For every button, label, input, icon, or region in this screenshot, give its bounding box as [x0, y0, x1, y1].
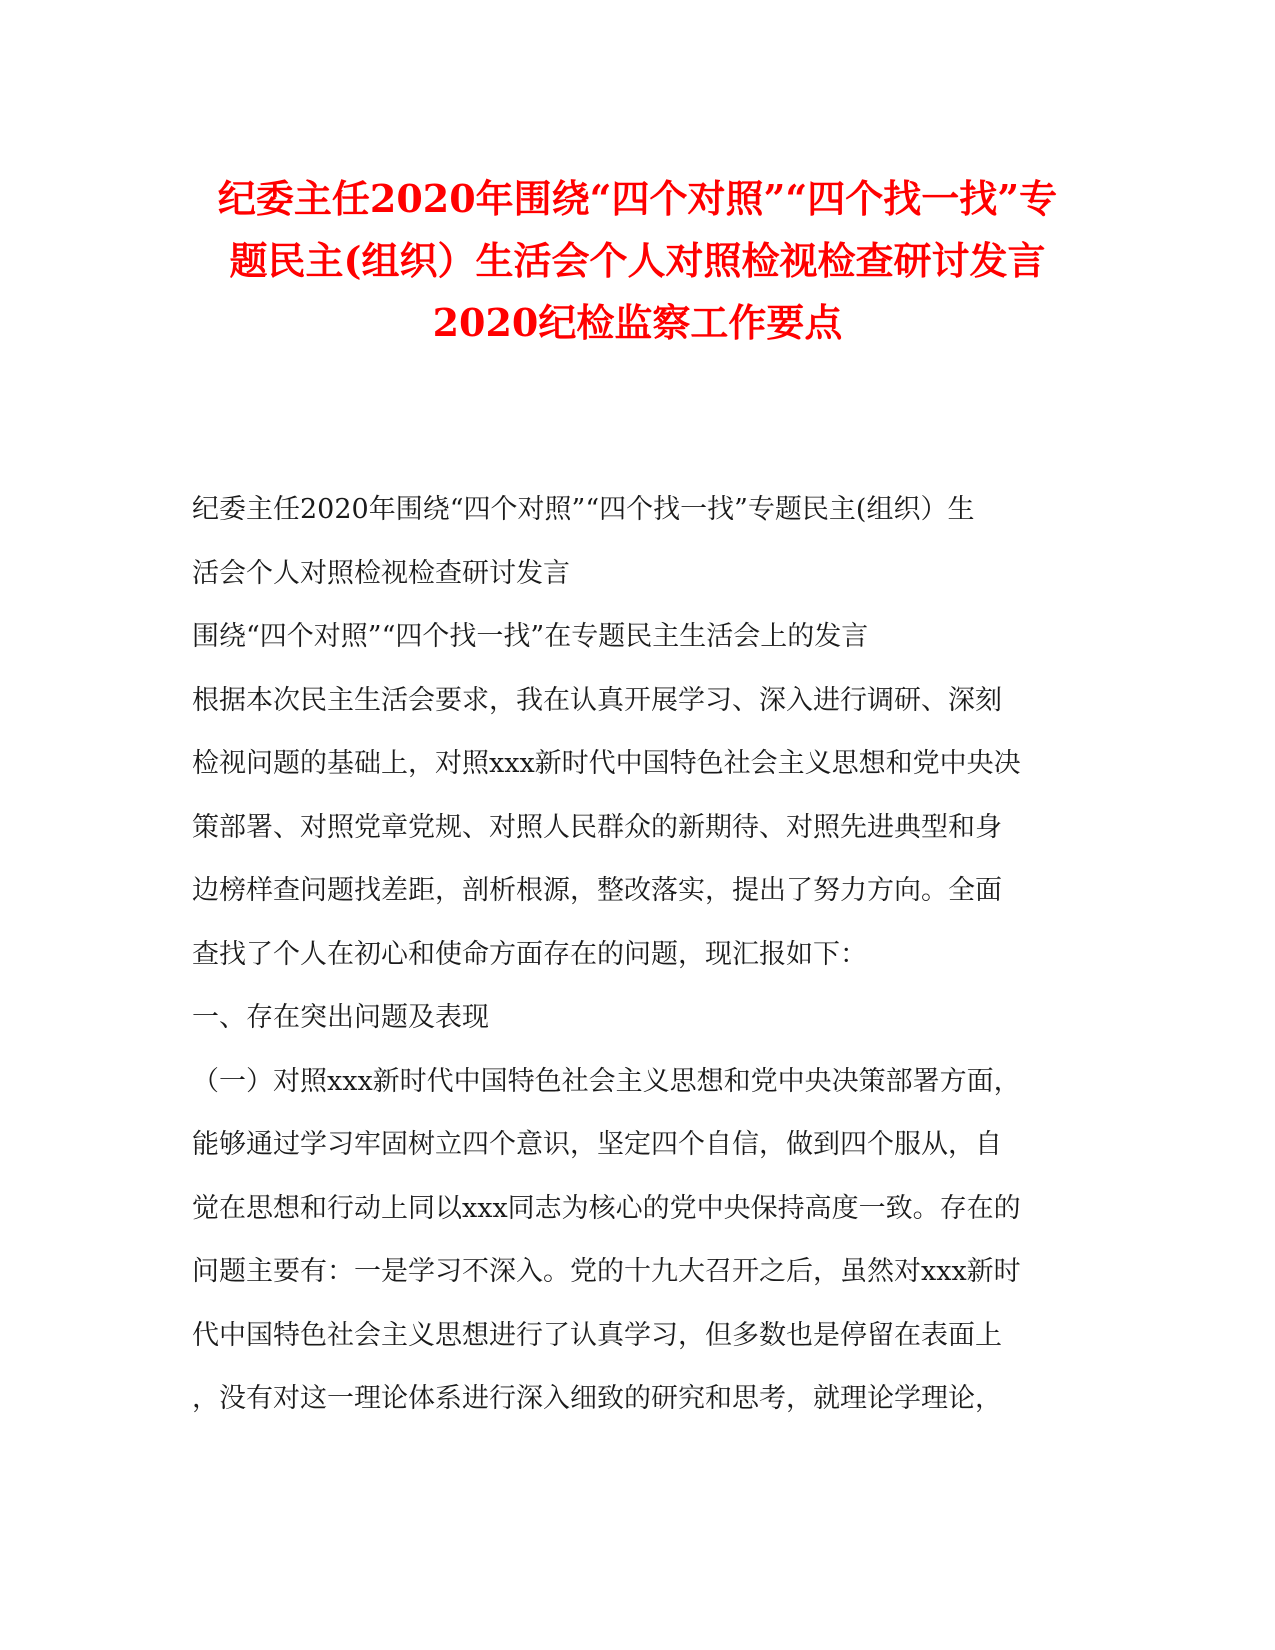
body-line: 查找了个人在初心和使命方面存在的问题，现汇报如下： [192, 938, 867, 970]
document-title [160, 168, 1115, 354]
title-line-3: 2020纪检监察工作要点 [432, 300, 843, 345]
body-line: ，没有对这一理论体系进行深入细致的研究和思考，就理论学理论， [192, 1383, 1002, 1414]
body-line: 活会个人对照检视检查研讨发言 [192, 557, 570, 589]
body-line: 围绕“四个对照”“四个找一找”在专题民主生活会上的发言 [192, 621, 869, 652]
body-line: 策部署、对照党章党规、对照人民群众的新期待、对照先进典型和身 [192, 811, 1002, 843]
body-line: 根据本次民主生活会要求，我在认真开展学习、深入进行调研、深刻 [192, 684, 1002, 716]
body-line: 边榜样查问题找差距，剖析根源，整改落实，提出了努力方向。全面 [192, 875, 1002, 906]
title-line-1: 纪委主任2020年围绕“四个对照”“四个找一找”专 [217, 176, 1058, 221]
document-body [192, 478, 1092, 1431]
body-line: 代中国特色社会主义思想进行了认真学习，但多数也是停留在表面上 [192, 1319, 1002, 1351]
body-line: 问题主要有：一是学习不深入。党的十九大召开之后，虽然对xxx新时 [192, 1256, 1021, 1287]
body-line: 检视问题的基础上，对照xxx新时代中国特色社会主义思想和党中央决 [192, 748, 1021, 779]
section-heading: 一、存在突出问题及表现 [192, 1002, 489, 1033]
body-line: 觉在思想和行动上同以xxx同志为核心的党中央保持高度一致。存在的 [192, 1192, 1021, 1224]
body-line: 能够通过学习牢固树立四个意识，坚定四个自信，做到四个服从，自 [192, 1129, 1002, 1160]
body-line: 纪委主任2020年围绕“四个对照”“四个找一找”专题民主(组织）生 [192, 494, 975, 525]
title-line-2: 题民主(组织）生活会个人对照检视检查研讨发言 [229, 238, 1046, 283]
body-line: （一）对照xxx新时代中国特色社会主义思想和党中央决策部署方面， [192, 1065, 1021, 1097]
